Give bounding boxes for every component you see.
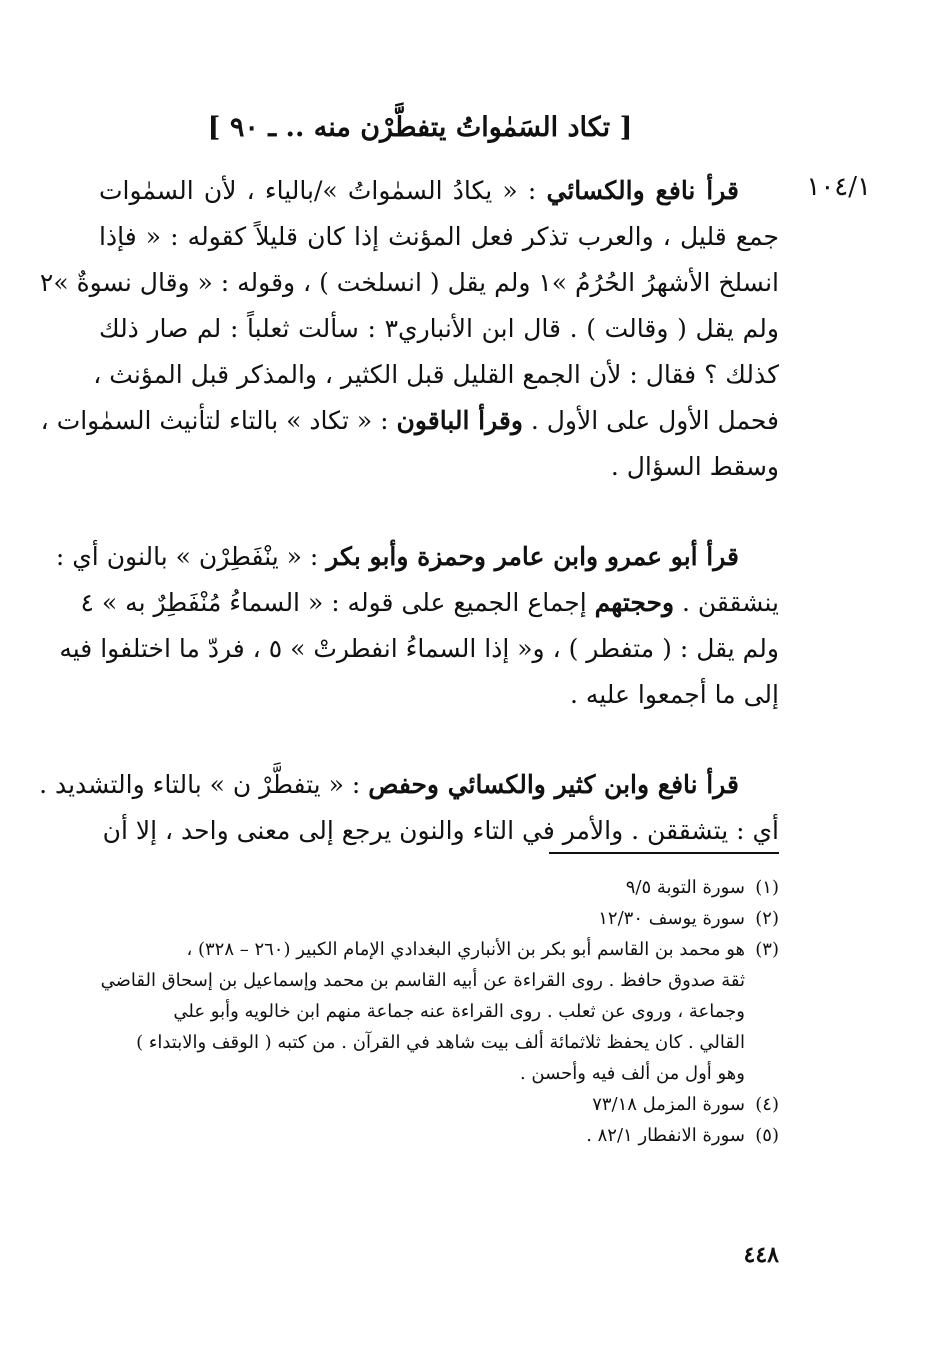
margin-reference: ١٠٤/١	[806, 172, 871, 202]
text-run: إجماع الجميع على قوله : « السماءُ مُنْفَطِرٌ به » ٤	[80, 588, 595, 617]
footnote-number: (١)	[755, 877, 779, 898]
text-line	[80, 580, 779, 626]
footnotes	[89, 872, 779, 1151]
text-line	[99, 306, 779, 352]
text-line	[99, 168, 779, 214]
paragraph-gap	[99, 490, 779, 534]
text-line	[99, 672, 779, 718]
text-run: أي : يتشققن . والأمر في التاء والنون يرجع إلى معنى واحد ، إلا أن	[102, 816, 779, 845]
footnote-text: سورة يوسف ١٢/٣٠	[598, 908, 745, 929]
text-line	[99, 444, 779, 490]
footnote-text: سورة التوبة ٩/٥	[625, 877, 745, 898]
footnote-text: هو محمد بن القاسم أبو بكر بن الأنباري البغدادي الإمام الكبير (٢٦٠ – ٣٢٨) ،	[186, 939, 745, 960]
bold-phrase: قرأ نافع والكسائي	[546, 176, 740, 205]
paragraph	[39, 762, 779, 854]
footnote-text: سورة المزمل ٧٣/١٨	[592, 1094, 745, 1115]
text-line	[39, 260, 779, 306]
footnote	[89, 872, 779, 903]
footnote-text: وهو أول من ألف فيه وأحسن .	[519, 1063, 745, 1084]
footnote-continuation	[89, 965, 779, 996]
footnote-text: ثقة صدوق حافظ . روى القراءة عن أبيه القاسم بن محمد وإسماعيل بن إسحاق القاضي	[100, 970, 745, 991]
text-line	[40, 398, 779, 444]
footnote-number: (٥)	[755, 1125, 779, 1146]
paragraph	[39, 168, 779, 490]
footnote-number: (٣)	[755, 939, 779, 960]
footnote	[89, 934, 779, 965]
text-run: انسلخ الأشهرُ الحُرُمُ »١ ولم يقل ( انسلخت ) ، وقوله : « وقال نسوةٌ »٢	[39, 268, 779, 297]
footnote	[89, 1120, 779, 1151]
footnote-continuation	[89, 996, 779, 1027]
text-run: : « تكاد » بالتاء لتأنيث السمٰوات ،	[40, 406, 397, 435]
text-run: وسقط السؤال .	[610, 452, 779, 481]
text-run: : « ينْفَطِرْن » بالنون أي :	[55, 542, 327, 571]
footnote-text: وجماعة ، وروى عن ثعلب . روى القراءة عنه جماعة منهم ابن خالويه وأبو علي	[173, 1001, 745, 1022]
text-run: : « يتفطَّرْ ن » بالتاء والتشديد .	[39, 770, 369, 799]
bold-phrase: وحجتهم	[594, 588, 675, 617]
footnote-number: (٢)	[755, 908, 779, 929]
text-line	[99, 808, 779, 854]
footnote-number: (٤)	[755, 1094, 779, 1115]
text-line	[39, 762, 779, 808]
paragraph	[55, 534, 779, 718]
text-line	[99, 214, 779, 260]
page-number: ٤٤٨	[743, 1242, 779, 1268]
text-run: : « يكادُ السمٰواتُ »/بالياء ، لأن السمٰوات	[99, 176, 547, 205]
footnote	[89, 1089, 779, 1120]
footnote-text: سورة الانفطار ٨٢/١ .	[586, 1125, 745, 1146]
footnote	[89, 903, 779, 934]
text-run: ولم يقل ( وقالت ) . قال ابن الأنباري٣ : سألت ثعلباً : لم صار ذلك	[99, 314, 779, 343]
text-run: ولم يقل : ( متفطر ) ، و« إذا السماءُ انفطرتْ » ٥ ، فردّ ما اختلفوا فيه	[59, 634, 779, 663]
text-line	[55, 534, 779, 580]
bold-phrase: وقرأ الباقون	[396, 406, 523, 435]
text-line	[93, 352, 779, 398]
text-run: جمع قليل ، والعرب تذكر فعل المؤنث إذا كان قليلاً كقوله : « فإذا	[99, 222, 779, 251]
text-run: ينشققن .	[674, 588, 779, 617]
paragraph-gap	[99, 718, 779, 762]
footnote-continuation	[89, 1058, 779, 1089]
text-run: كذلك ؟ فقال : لأن الجمع القليل قبل الكثير ، والمذكر قبل المؤنث ،	[93, 360, 779, 389]
page-header: [ تكاد السَمٰواتُ يتفطَّرْن منه .. ـ ٩٠ ]	[207, 112, 633, 143]
bold-phrase: قرأ أبو عمرو وابن عامر وحمزة وأبو بكر	[326, 542, 739, 571]
text-run: فحمل الأول على الأول .	[522, 406, 779, 435]
footnote-separator	[549, 852, 779, 854]
text-run: إلى ما أجمعوا عليه .	[569, 680, 779, 709]
bold-phrase: قرأ نافع وابن كثير والكسائي وحفص	[368, 770, 739, 799]
footnote-text: القالي . كان يحفظ ثلاثمائة ألف بيت شاهد في القرآن . من كتبه ( الوقف والابتداء )	[136, 1032, 745, 1053]
footnote-continuation	[89, 1027, 779, 1058]
text-line	[59, 626, 779, 672]
main-text	[39, 168, 779, 854]
